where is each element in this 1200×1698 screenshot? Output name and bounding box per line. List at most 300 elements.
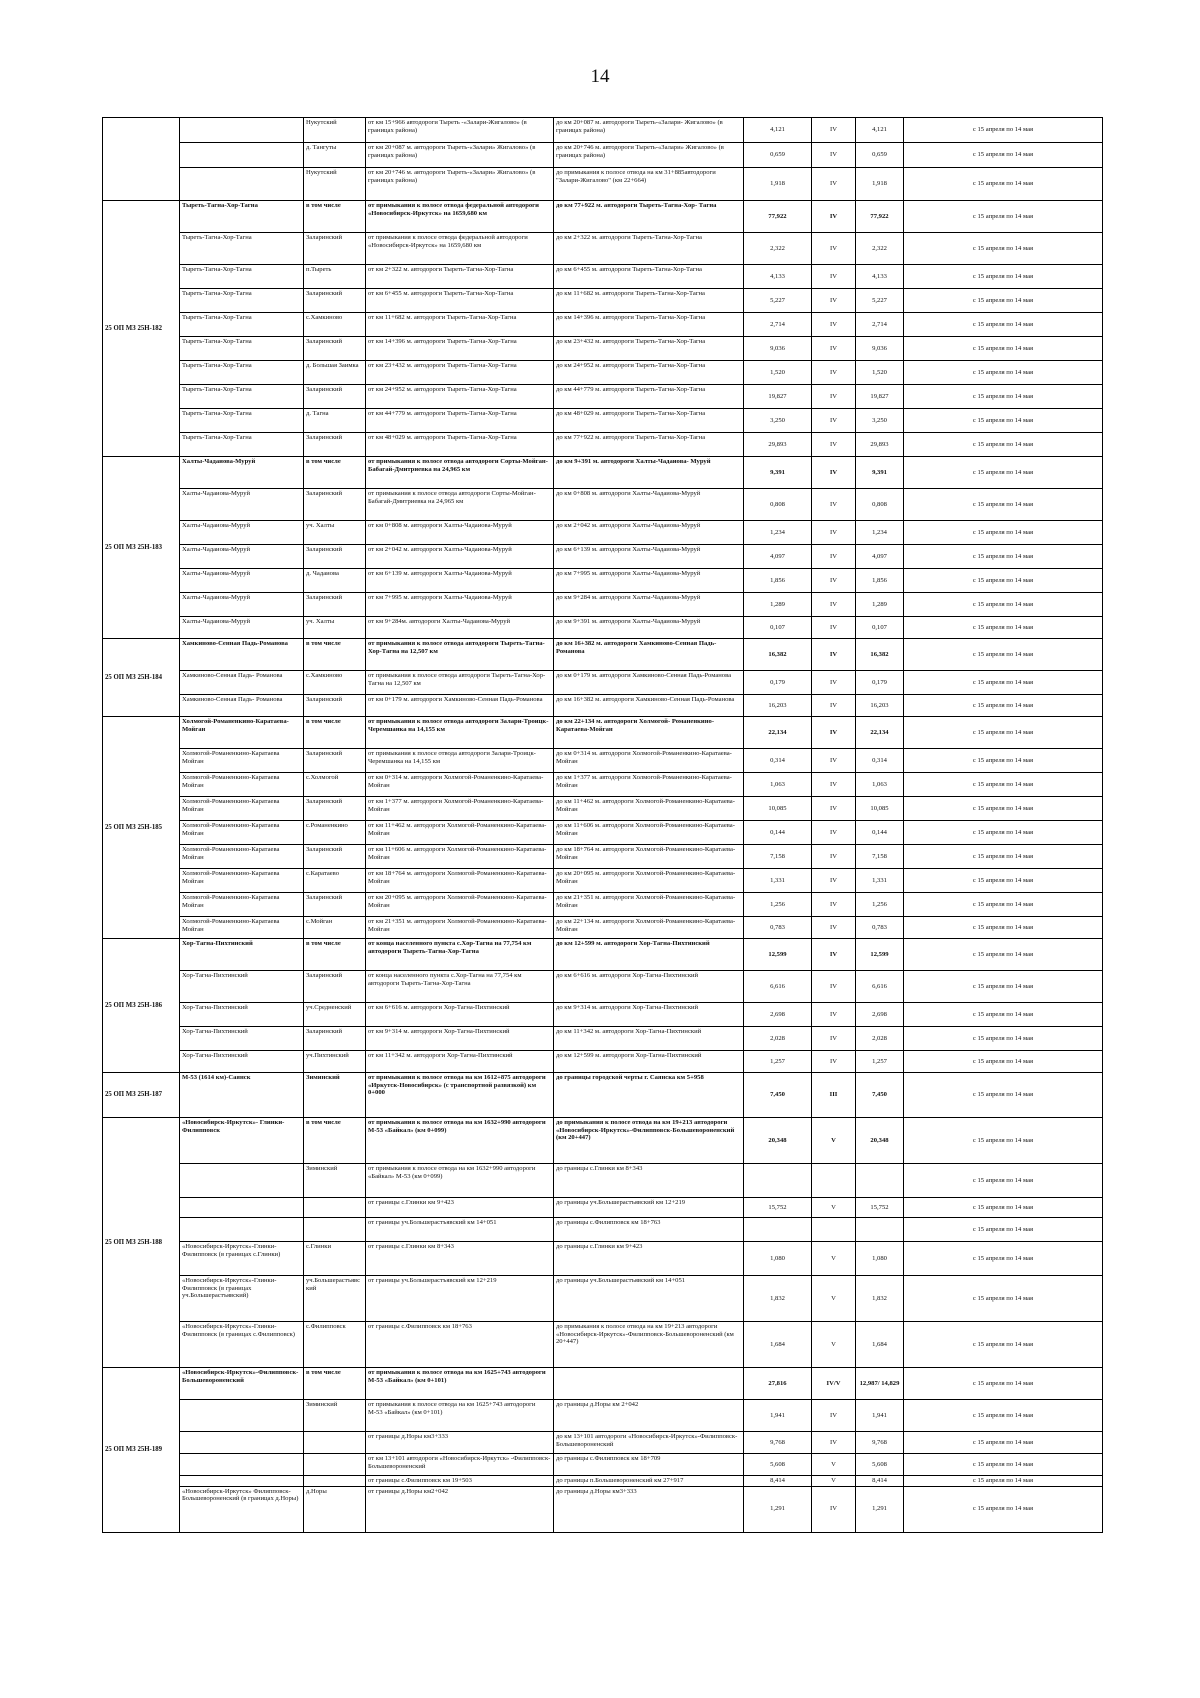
length-cell: 1,080	[744, 1242, 812, 1276]
to-cell: до км 0+808 м. автодороги Халты-Чадаиова-Муруй	[554, 489, 744, 521]
category-cell: V	[812, 1118, 856, 1164]
district-cell: Заларинский	[304, 1027, 366, 1051]
length-total-cell: 4,133	[856, 265, 904, 289]
road-name-cell	[180, 1198, 304, 1218]
table-row	[103, 1276, 1103, 1322]
category-cell: IV	[812, 1400, 856, 1432]
from-cell: от км 44+779 м. автодороги Тыреть-Тагна-Хор-Тагна	[366, 409, 554, 433]
table-row	[103, 1198, 1103, 1218]
length-cell: 22,134	[744, 717, 812, 749]
from-cell: от км 14+396 м. автодороги Тыреть-Тагна-Хор-Тагна	[366, 337, 554, 361]
to-cell: до км 23+432 м. автодороги Тыреть-Тагна-Хор-Тагна	[554, 337, 744, 361]
category-cell: V	[812, 1276, 856, 1322]
table-row	[103, 1027, 1103, 1051]
district-cell: с.Хамкиново	[304, 313, 366, 337]
to-cell: до границы с.Филипповск км 18+763	[554, 1218, 744, 1242]
length-total-cell: 4,121	[856, 118, 904, 143]
table-row	[103, 917, 1103, 939]
restriction-period-cell: с 15 апреля по 14 мая	[904, 313, 1103, 337]
to-cell: до км 22+134 м. автодороги Холмогой- Романенкино-Каратаева-Мойган	[554, 717, 744, 749]
length-cell: 0,808	[744, 489, 812, 521]
road-name-cell: Холмогой-Романенкино-Каратаева Мойган	[180, 797, 304, 821]
category-cell: IV	[812, 845, 856, 869]
from-cell: от км 0+314 м. автодороги Холмогой-Романенкино-Каратаева-Мойган	[366, 773, 554, 797]
length-total-cell: 5,608	[856, 1454, 904, 1476]
length-total-cell: 7,450	[856, 1073, 904, 1118]
table-row	[103, 521, 1103, 545]
length-total-cell: 1,289	[856, 593, 904, 617]
length-total-cell: 16,382	[856, 639, 904, 671]
length-total-cell: 0,179	[856, 671, 904, 695]
restriction-period-cell: с 15 апреля по 14 мая	[904, 617, 1103, 639]
category-cell: IV	[812, 201, 856, 233]
length-total-cell: 0,783	[856, 917, 904, 939]
category-cell	[812, 1164, 856, 1198]
to-cell: до км 16+382 м. автодороги Хамкиново-Сенная Падь-Романова	[554, 639, 744, 671]
length-cell: 4,121	[744, 118, 812, 143]
from-cell: от примыкания к полосе отвода автодороги Залари-Троицк-Черемшанка на 14,155 км	[366, 749, 554, 773]
district-cell: Зиминский	[304, 1164, 366, 1198]
table-row	[103, 717, 1103, 749]
length-total-cell: 9,768	[856, 1432, 904, 1454]
category-cell: IV	[812, 313, 856, 337]
road-name-cell: Холмогой-Романенкино-Каратаева Мойган	[180, 869, 304, 893]
district-cell: в том числе	[304, 201, 366, 233]
from-cell: от примыкания к полосе отвода на км 1625+743 автодороги М-53 «Байкал» (км 0+101)	[366, 1400, 554, 1432]
to-cell: до границы городской черты г. Саянска км 5+958	[554, 1073, 744, 1118]
length-cell: 0,107	[744, 617, 812, 639]
table-row	[103, 385, 1103, 409]
district-cell: Заларинский	[304, 433, 366, 457]
restriction-period-cell: с 15 апреля по 14 мая	[904, 1322, 1103, 1368]
restriction-period-cell: с 15 апреля по 14 мая	[904, 1368, 1103, 1400]
restriction-period-cell: с 15 апреля по 14 мая	[904, 1051, 1103, 1073]
restriction-period-cell: с 15 апреля по 14 мая	[904, 1432, 1103, 1454]
table-row	[103, 1218, 1103, 1242]
district-cell: Заларинский	[304, 797, 366, 821]
district-cell	[304, 1432, 366, 1454]
district-cell: д.Норы	[304, 1486, 366, 1532]
road-name-cell	[180, 1400, 304, 1432]
from-cell: от примыкания к полосе отвода на км 1612+875 автодороги «Иркутск-Новосибирск» (с транспортной развязкой) км 0+000	[366, 1073, 554, 1118]
length-total-cell: 9,036	[856, 337, 904, 361]
length-cell: 7,450	[744, 1073, 812, 1118]
category-cell: IV	[812, 289, 856, 313]
length-cell: 2,714	[744, 313, 812, 337]
district-cell: уч. Халты	[304, 617, 366, 639]
length-cell: 1,289	[744, 593, 812, 617]
district-cell: Заларинский	[304, 593, 366, 617]
road-name-cell	[180, 168, 304, 201]
length-total-cell: 1,832	[856, 1276, 904, 1322]
length-total-cell: 1,331	[856, 869, 904, 893]
from-cell: от примыкания к полосе отвода автодороги Сорты-Мойган-Бабагай-Дмитриевка на 24,965 км	[366, 457, 554, 489]
category-cell: IV	[812, 971, 856, 1003]
from-cell: от км 2+042 м. автодороги Халты-Чадаиова-Муруй	[366, 545, 554, 569]
length-cell	[744, 1218, 812, 1242]
from-cell: от км 11+606 м. автодороги Холмогой-Романенкино-Каратаева-Мойган	[366, 845, 554, 869]
restriction-period-cell: с 15 апреля по 14 мая	[904, 265, 1103, 289]
length-total-cell: 3,250	[856, 409, 904, 433]
restriction-period-cell: с 15 апреля по 14 мая	[904, 168, 1103, 201]
road-name-cell: Тыреть-Тагна-Хор-Тагна	[180, 409, 304, 433]
to-cell: до границы п.Большевороненский км 27+917	[554, 1476, 744, 1487]
length-cell: 16,203	[744, 695, 812, 717]
category-cell: V	[812, 1198, 856, 1218]
length-cell: 20,348	[744, 1118, 812, 1164]
district-cell: Заларинский	[304, 695, 366, 717]
from-cell: от км 11+682 м. автодороги Тыреть-Тагна-Хор-Тагна	[366, 313, 554, 337]
district-cell: в том числе	[304, 717, 366, 749]
length-total-cell	[856, 1218, 904, 1242]
length-cell: 15,752	[744, 1198, 812, 1218]
from-cell: от км 21+351 м. автодороги Холмогой-Романенкино-Каратаева-Мойган	[366, 917, 554, 939]
category-cell: IV	[812, 457, 856, 489]
table-row	[103, 821, 1103, 845]
table-row	[103, 1322, 1103, 1368]
length-total-cell: 77,922	[856, 201, 904, 233]
district-cell: с.Холмогой	[304, 773, 366, 797]
road-name-cell: «Новосибирск-Иркутск»-Глинки-Филипповск (в границах с.Филипповск)	[180, 1322, 304, 1368]
road-name-cell: Халты-Чадаиова-Муруй	[180, 617, 304, 639]
restriction-period-cell: с 15 апреля по 14 мая	[904, 521, 1103, 545]
road-name-cell: Тыреть-Тагна-Хор-Тагна	[180, 201, 304, 233]
table-row	[103, 337, 1103, 361]
length-total-cell: 1,234	[856, 521, 904, 545]
road-name-cell: Хор-Тагна-Пихтинский	[180, 1003, 304, 1027]
road-name-cell: Холмогой-Романенкино-Каратаева Мойган	[180, 893, 304, 917]
length-total-cell: 10,085	[856, 797, 904, 821]
district-cell: Заларинский	[304, 845, 366, 869]
from-cell: от км 9+314 м. автодороги Хор-Тагна-Пихтинский	[366, 1027, 554, 1051]
road-name-cell: Тыреть-Тагна-Хор-Тагна	[180, 313, 304, 337]
table-row	[103, 939, 1103, 971]
table-row	[103, 893, 1103, 917]
restriction-period-cell: с 15 апреля по 14 мая	[904, 409, 1103, 433]
restriction-period-cell: с 15 апреля по 14 мая	[904, 717, 1103, 749]
district-cell: д. Тагна	[304, 409, 366, 433]
length-cell: 0,659	[744, 143, 812, 168]
district-cell: в том числе	[304, 1118, 366, 1164]
to-cell: до км 14+396 м. автодороги Тыреть-Тагна-Хор-Тагна	[554, 313, 744, 337]
length-total-cell: 1,684	[856, 1322, 904, 1368]
length-total-cell: 5,227	[856, 289, 904, 313]
category-cell: IV	[812, 1003, 856, 1027]
district-cell: с.Филипповск	[304, 1322, 366, 1368]
road-name-cell: Хор-Тагна-Пихтинский	[180, 1051, 304, 1073]
length-cell: 19,827	[744, 385, 812, 409]
from-cell: от примыкания к полосе отвода автодороги Залари-Троицк-Черемшанка на 14,155 км	[366, 717, 554, 749]
length-cell: 6,616	[744, 971, 812, 1003]
length-cell: 1,832	[744, 1276, 812, 1322]
category-cell: IV	[812, 893, 856, 917]
category-cell: V	[812, 1476, 856, 1487]
table-row	[103, 1164, 1103, 1198]
to-cell: до примыкания к полосе отвода на км 19+213 автодороги «Новосибирск-Иркутск»-Филипповск-Большевороненский (км 20+447)	[554, 1118, 744, 1164]
road-name-cell: Тыреть-Тагна-Хор-Тагна	[180, 289, 304, 313]
district-cell: Зиминский	[304, 1400, 366, 1432]
table-row	[103, 869, 1103, 893]
length-total-cell: 12,599	[856, 939, 904, 971]
from-cell: от границы уч.Большерастъявский км 14+051	[366, 1218, 554, 1242]
category-cell: IV	[812, 821, 856, 845]
restriction-period-cell: с 15 апреля по 14 мая	[904, 433, 1103, 457]
from-cell: от км 23+432 м. автодороги Тыреть-Тагна-Хор-Тагна	[366, 361, 554, 385]
length-cell: 5,608	[744, 1454, 812, 1476]
to-cell: до км 48+029 м. автодороги Тыреть-Тагна-Хор-Тагна	[554, 409, 744, 433]
district-cell	[304, 1476, 366, 1487]
to-cell: до км 2+322 м. автодороги Тыреть-Тагна-Хор-Тагна	[554, 233, 744, 265]
table-row	[103, 639, 1103, 671]
from-cell: от границы д.Норы км3+333	[366, 1432, 554, 1454]
from-cell: от км 0+179 м. автодороги Хамкиново-Сенная Падь-Романова	[366, 695, 554, 717]
district-cell: Нукутский	[304, 118, 366, 143]
restriction-period-cell: с 15 апреля по 14 мая	[904, 1027, 1103, 1051]
table-row	[103, 1400, 1103, 1432]
to-cell: до км 12+599 м. автодороги Хор-Тагна-Пихтинский	[554, 1051, 744, 1073]
restriction-period-cell: с 15 апреля по 14 мая	[904, 1486, 1103, 1532]
length-total-cell: 19,827	[856, 385, 904, 409]
district-cell: Заларинский	[304, 971, 366, 1003]
table-row	[103, 1486, 1103, 1532]
length-total-cell: 1,063	[856, 773, 904, 797]
district-cell: в том числе	[304, 457, 366, 489]
category-cell: IV	[812, 409, 856, 433]
district-cell: уч.Большерастъявский	[304, 1276, 366, 1322]
to-cell: до км 2+042 м. автодороги Халты-Чадаиова-Муруй	[554, 521, 744, 545]
length-cell: 0,144	[744, 821, 812, 845]
length-total-cell: 16,203	[856, 695, 904, 717]
restriction-period-cell: с 15 апреля по 14 мая	[904, 1198, 1103, 1218]
to-cell: до км 77+922 м. автодороги Тыреть-Тагна-Хор-Тагна	[554, 433, 744, 457]
table-row	[103, 1003, 1103, 1027]
category-cell: IV	[812, 569, 856, 593]
restriction-period-cell: с 15 апреля по 14 мая	[904, 695, 1103, 717]
restriction-period-cell: с 15 апреля по 14 мая	[904, 1118, 1103, 1164]
from-cell: от примыкания к полосе отвода автодороги Сорты-Мойган-Бабагай-Дмитриевка на 24,965 км	[366, 489, 554, 521]
road-name-cell: Холмогой-Романенкино-Каратаева Мойган	[180, 821, 304, 845]
length-cell: 1,291	[744, 1486, 812, 1532]
road-code-cell: 25 ОП МЗ 25Н-183	[103, 457, 180, 639]
table-row	[103, 671, 1103, 695]
category-cell: IV	[812, 337, 856, 361]
table-row	[103, 143, 1103, 168]
from-cell: от км 13+101 автодороги «Новосибирск-Иркутск» -Филипповск-Большевороненский	[366, 1454, 554, 1476]
from-cell: от км 9+284м. автодороги Халты-Чадаиова-Муруй	[366, 617, 554, 639]
table-row	[103, 797, 1103, 821]
page-number: 14	[590, 66, 610, 87]
restriction-period-cell: с 15 апреля по 14 мая	[904, 593, 1103, 617]
length-cell: 1,331	[744, 869, 812, 893]
length-total-cell: 2,698	[856, 1003, 904, 1027]
district-cell: уч.Средненский	[304, 1003, 366, 1027]
category-cell: V	[812, 1454, 856, 1476]
restriction-period-cell: с 15 апреля по 14 мая	[904, 1400, 1103, 1432]
category-cell: IV	[812, 671, 856, 695]
length-cell: 1,941	[744, 1400, 812, 1432]
table-row	[103, 593, 1103, 617]
category-cell: IV	[812, 168, 856, 201]
from-cell: от км 20+087 м. автодороги Тыреть-«Залари» Жигалово» (в границах района)	[366, 143, 554, 168]
length-total-cell: 1,941	[856, 1400, 904, 1432]
road-name-cell: «Новосибирск-Иркутск» Филипповск-Большевороненский (в границах д.Норы)	[180, 1486, 304, 1532]
length-total-cell: 7,158	[856, 845, 904, 869]
length-cell: 0,179	[744, 671, 812, 695]
district-cell: в том числе	[304, 639, 366, 671]
restriction-period-cell: с 15 апреля по 14 мая	[904, 337, 1103, 361]
to-cell: до границы с.Филипповск км 18+709	[554, 1454, 744, 1476]
table-row	[103, 118, 1103, 143]
category-cell: IV	[812, 143, 856, 168]
restriction-period-cell: с 15 апреля по 14 мая	[904, 545, 1103, 569]
district-cell	[304, 1218, 366, 1242]
table-row	[103, 845, 1103, 869]
restriction-period-cell: с 15 апреля по 14 мая	[904, 939, 1103, 971]
to-cell: до км 11+342 м. автодороги Хор-Тагна-Пихтинский	[554, 1027, 744, 1051]
length-total-cell: 1,918	[856, 168, 904, 201]
category-cell: IV	[812, 265, 856, 289]
length-total-cell: 9,391	[856, 457, 904, 489]
road-name-cell: Хамкиново-Сенная Падь- Романова	[180, 695, 304, 717]
table-row	[103, 313, 1103, 337]
to-cell: до км 1+377 м. автодороги Холмогой-Романенкино-Каратаева-Мойган	[554, 773, 744, 797]
from-cell: от примыкания к полосе отвода на км 1625+743 автодороги М-53 «Байкал» (км 0+101)	[366, 1368, 554, 1400]
to-cell: до км 77+922 м. автодороги Тыреть-Тагна-Хор- Тагна	[554, 201, 744, 233]
length-total-cell: 8,414	[856, 1476, 904, 1487]
length-cell: 1,063	[744, 773, 812, 797]
district-cell	[304, 1198, 366, 1218]
road-name-cell	[180, 118, 304, 143]
district-cell: с.Глинки	[304, 1242, 366, 1276]
category-cell: IV	[812, 545, 856, 569]
category-cell: IV	[812, 361, 856, 385]
length-total-cell: 6,616	[856, 971, 904, 1003]
length-cell: 1,856	[744, 569, 812, 593]
length-cell: 4,097	[744, 545, 812, 569]
from-cell: от км 1+377 м. автодороги Холмогой-Романенкино-Каратаева-Мойган	[366, 797, 554, 821]
restriction-period-cell: с 15 апреля по 14 мая	[904, 845, 1103, 869]
to-cell: до км 9+391 м. автодороги Халты-Чадаиова- Муруй	[554, 457, 744, 489]
restriction-period-cell: с 15 апреля по 14 мая	[904, 639, 1103, 671]
road-name-cell: Хор-Тагна-Пихтинский	[180, 1027, 304, 1051]
road-code-cell: 25 ОП МЗ 25Н-189	[103, 1368, 180, 1533]
table-row	[103, 489, 1103, 521]
length-cell: 9,391	[744, 457, 812, 489]
to-cell: до км 11+606 м. автодороги Холмогой-Романенкино-Каратаева-Мойган	[554, 821, 744, 845]
length-total-cell	[856, 1164, 904, 1198]
table-row	[103, 617, 1103, 639]
road-name-cell: Тыреть-Тагна-Хор-Тагна	[180, 385, 304, 409]
to-cell: до км 18+764 м. автодороги Холмогой-Романенкино-Каратаева-Мойган	[554, 845, 744, 869]
length-cell: 1,520	[744, 361, 812, 385]
restriction-period-cell: с 15 апреля по 14 мая	[904, 489, 1103, 521]
category-cell: V	[812, 1242, 856, 1276]
restriction-period-cell: с 15 апреля по 14 мая	[904, 1476, 1103, 1487]
to-cell: до км 24+952 м. автодороги Тыреть-Тагна-Хор-Тагна	[554, 361, 744, 385]
road-name-cell: Халты-Чадаиова-Муруй	[180, 545, 304, 569]
length-cell: 1,234	[744, 521, 812, 545]
restriction-period-cell: с 15 апреля по 14 мая	[904, 671, 1103, 695]
length-total-cell: 1,080	[856, 1242, 904, 1276]
district-cell: д. Большая Заимка	[304, 361, 366, 385]
category-cell: IV	[812, 717, 856, 749]
length-cell: 9,768	[744, 1432, 812, 1454]
table-row	[103, 409, 1103, 433]
to-cell: до границы с.Глинки км 8+343	[554, 1164, 744, 1198]
to-cell: до границы д.Норы км3+333	[554, 1486, 744, 1532]
road-name-cell: Холмогой-Романенкино-Каратаева Мойган	[180, 773, 304, 797]
category-cell: IV	[812, 939, 856, 971]
length-total-cell: 12,987/ 14,829	[856, 1368, 904, 1400]
table-row	[103, 1118, 1103, 1164]
road-name-cell	[180, 143, 304, 168]
restriction-period-cell: с 15 апреля по 14 мая	[904, 361, 1103, 385]
road-code-cell: 25 ОП МЗ 25Н-184	[103, 639, 180, 717]
restriction-period-cell: с 15 апреля по 14 мая	[904, 233, 1103, 265]
from-cell: от примыкания к полосе отвода федеральной автодороги «Новосибирск-Иркутск» на 1659,680 км	[366, 233, 554, 265]
length-cell: 2,028	[744, 1027, 812, 1051]
road-code-cell: 25 ОП МЗ 25Н-187	[103, 1073, 180, 1118]
length-cell: 4,133	[744, 265, 812, 289]
category-cell: IV	[812, 521, 856, 545]
road-name-cell: Халты-Чадаиова-Муруй	[180, 593, 304, 617]
length-total-cell: 22,134	[856, 717, 904, 749]
table-row	[103, 773, 1103, 797]
from-cell: от км 15+966 автодороги Тыреть -«Залари-Жигалово» (в границах района)	[366, 118, 554, 143]
road-code-cell: 25 ОП МЗ 25Н-185	[103, 717, 180, 939]
restriction-period-cell: с 15 апреля по 14 мая	[904, 893, 1103, 917]
road-name-cell: Холмогой-Романенкино-Каратаева-Мойган	[180, 717, 304, 749]
road-name-cell: Тыреть-Тагна-Хор-Тагна	[180, 337, 304, 361]
table-row	[103, 569, 1103, 593]
restriction-period-cell: с 15 апреля по 14 мая	[904, 385, 1103, 409]
restriction-period-cell: с 15 апреля по 14 мая	[904, 457, 1103, 489]
district-cell: с.Каратаево	[304, 869, 366, 893]
table-row	[103, 1073, 1103, 1118]
length-cell: 8,414	[744, 1476, 812, 1487]
from-cell: от км 20+746 м. автодороги Тыреть-«Залари» Жигалово» (в границах района)	[366, 168, 554, 201]
table-row	[103, 1242, 1103, 1276]
district-cell: Заларинский	[304, 749, 366, 773]
from-cell: от км 18+764 м. автодороги Холмогой-Романенкино-Каратаева-Мойган	[366, 869, 554, 893]
table-row	[103, 1454, 1103, 1476]
restriction-period-cell: с 15 апреля по 14 мая	[904, 917, 1103, 939]
from-cell: от км 11+342 м. автодороги Хор-Тагна-Пихтинский	[366, 1051, 554, 1073]
table-row	[103, 168, 1103, 201]
from-cell: от км 20+095 м. автодороги Холмогой-Романенкино-Каратаева-Мойган	[366, 893, 554, 917]
road-name-cell	[180, 1454, 304, 1476]
category-cell: IV	[812, 1432, 856, 1454]
category-cell: IV	[812, 617, 856, 639]
to-cell: до км 22+134 м. автодороги Холмогой-Романенкино-Каратаева-Мойган	[554, 917, 744, 939]
road-name-cell: Тыреть-Тагна-Хор-Тагна	[180, 361, 304, 385]
district-cell: в том числе	[304, 1368, 366, 1400]
length-cell: 12,599	[744, 939, 812, 971]
district-cell: д. Тангуты	[304, 143, 366, 168]
from-cell: от примыкания к полосе отвода автодороги Тыреть-Тагна-Хор-Тагна на 12,507 км	[366, 671, 554, 695]
table-row	[103, 1432, 1103, 1454]
from-cell: от км 11+462 м. автодороги Холмогой-Романенкино-Каратаева-Мойган	[366, 821, 554, 845]
length-cell: 3,250	[744, 409, 812, 433]
district-cell: Заларинский	[304, 385, 366, 409]
district-cell: в том числе	[304, 939, 366, 971]
category-cell: IV	[812, 695, 856, 717]
to-cell: до границы уч.Большерастъявский км 12+219	[554, 1198, 744, 1218]
to-cell: до км 9+284 м. автодороги Халты-Чадаиова-Муруй	[554, 593, 744, 617]
length-total-cell: 0,144	[856, 821, 904, 845]
from-cell: от границы с.Глинки км 8+343	[366, 1242, 554, 1276]
restriction-period-cell: с 15 апреля по 14 мая	[904, 1242, 1103, 1276]
